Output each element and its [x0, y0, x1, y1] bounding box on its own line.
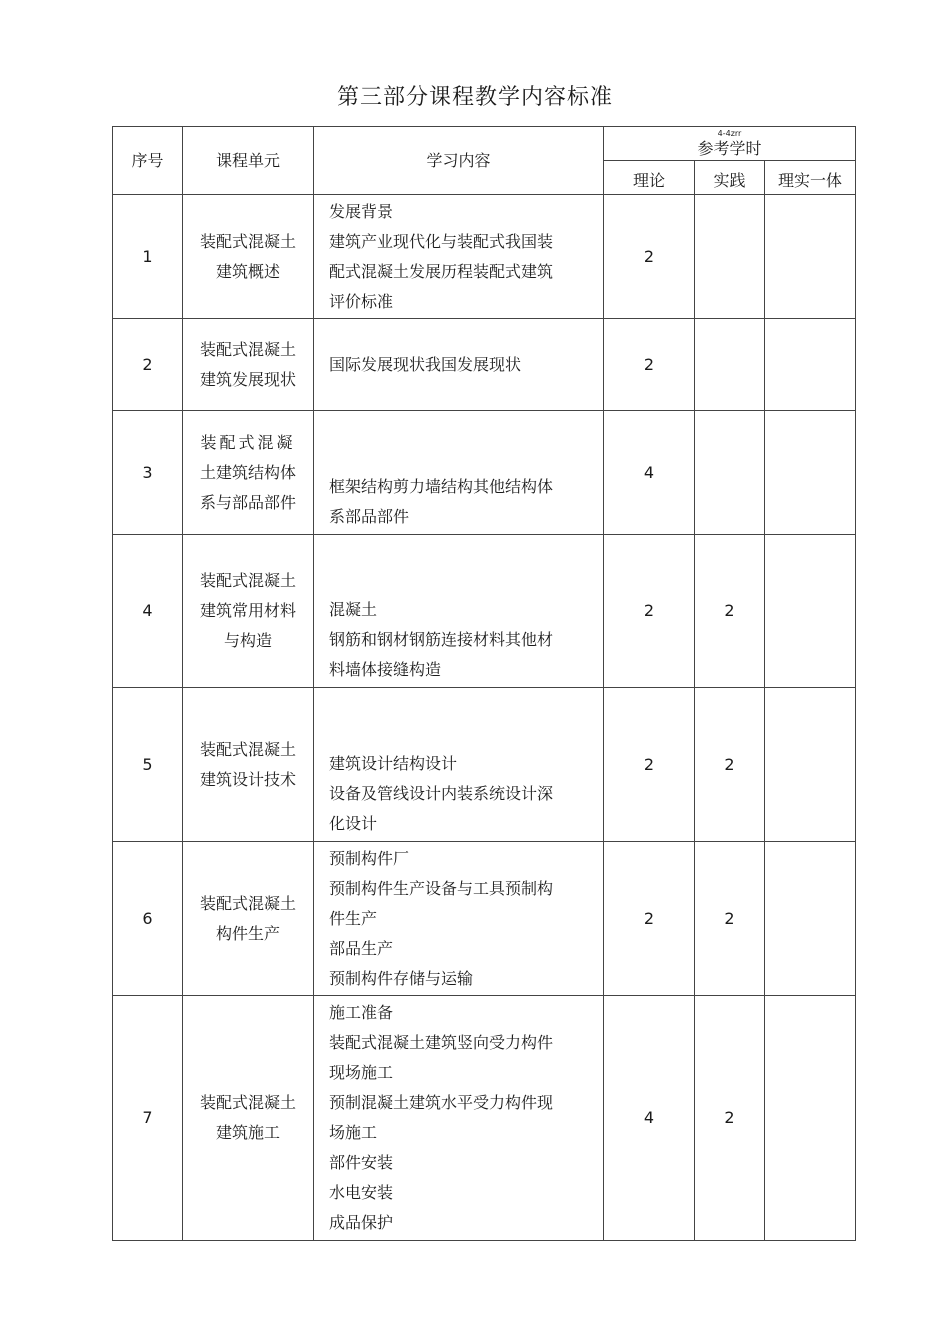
- content-line: 预制构件存储与运输: [329, 968, 474, 988]
- row-unit: [183, 411, 314, 535]
- unit-line: 建筑设计技术: [199, 769, 296, 789]
- row-theory: 2: [604, 842, 695, 996]
- unit-line: 装配式混凝: [200, 432, 296, 452]
- content-line: 部品生产: [329, 938, 394, 958]
- content-line: 成品保护: [329, 1213, 394, 1232]
- row-unit: [183, 688, 314, 842]
- content-line: 现场施工: [329, 1063, 394, 1082]
- content-line: 预制构件生产设备与工具预制构: [329, 878, 554, 898]
- unit-line: 建筑发展现状: [199, 369, 296, 389]
- content-line: 钢筋和钢材钢筋连接材料其他材: [329, 630, 554, 649]
- content-line: 国际发展现状我国发展现状: [329, 354, 522, 374]
- row-practice: 2: [695, 688, 765, 842]
- unit-line: 装配式混凝土: [199, 893, 296, 913]
- row-content: [314, 996, 604, 1241]
- content-line: 配式混凝土发展历程装配式建筑: [329, 261, 554, 281]
- row-integrated: [765, 195, 856, 319]
- table-row: [113, 535, 856, 688]
- row-content: [314, 688, 604, 842]
- content-line: 发展背景: [329, 201, 394, 221]
- unit-line: 构件生产: [215, 923, 280, 943]
- header-seq: 序号: [113, 127, 183, 195]
- content-line: 系部品部件: [329, 507, 410, 526]
- content-line: 件生产: [329, 908, 378, 928]
- row-seq: 5: [113, 688, 183, 842]
- row-integrated: [765, 688, 856, 842]
- content-line: 水电安装: [329, 1183, 394, 1202]
- page-title: 第三部分课程教学内容标准: [336, 85, 613, 110]
- table-row: [113, 411, 856, 535]
- header-content: 学习内容: [314, 127, 604, 195]
- header-practice: 实践: [695, 161, 765, 195]
- header-hours-label: 参考学时: [697, 138, 762, 158]
- unit-line: 土建筑结构体: [199, 462, 296, 482]
- content-line: 施工准备: [329, 1003, 394, 1022]
- unit-line: 装配式混凝土: [199, 231, 296, 251]
- header-unit: 课程单元: [183, 127, 314, 195]
- content-line: 混凝土: [329, 600, 378, 619]
- unit-line: 系与部品部件: [199, 492, 296, 512]
- table-row: [113, 842, 856, 996]
- row-content: [314, 411, 604, 535]
- row-practice: [695, 195, 765, 319]
- row-unit: [183, 842, 314, 996]
- row-content: [314, 842, 604, 996]
- row-practice: [695, 319, 765, 411]
- row-theory: 2: [604, 319, 695, 411]
- unit-line: 装配式混凝土: [199, 1093, 296, 1112]
- unit-line: 与构造: [223, 631, 272, 650]
- row-integrated: [765, 319, 856, 411]
- row-integrated: [765, 996, 856, 1241]
- row-seq: 3: [113, 411, 183, 535]
- row-content: [314, 319, 604, 411]
- content-line: 设备及管线设计内装系统设计深: [329, 784, 554, 803]
- row-integrated: [765, 535, 856, 688]
- row-unit: [183, 195, 314, 319]
- row-unit: [183, 996, 314, 1241]
- row-content: [314, 195, 604, 319]
- row-practice: 2: [695, 535, 765, 688]
- table-row: [113, 996, 856, 1241]
- row-practice: 2: [695, 842, 765, 996]
- row-practice: [695, 411, 765, 535]
- unit-line: 装配式混凝土: [199, 339, 296, 359]
- header-hours-note: 4-4zrr: [717, 128, 742, 138]
- table-header-row: [113, 127, 856, 161]
- row-seq: 4: [113, 535, 183, 688]
- row-seq: 7: [113, 996, 183, 1241]
- content-line: 部件安装: [329, 1153, 394, 1172]
- row-theory: 2: [604, 195, 695, 319]
- row-theory: 4: [604, 411, 695, 535]
- row-seq: 6: [113, 842, 183, 996]
- unit-line: 建筑常用材料: [199, 601, 296, 620]
- content-line: 框架结构剪力墙结构其他结构体: [329, 477, 554, 496]
- row-unit: [183, 319, 314, 411]
- header-hours: [604, 127, 856, 161]
- content-line: 装配式混凝土建筑竖向受力构件: [329, 1033, 554, 1052]
- table-row: [113, 319, 856, 411]
- content-line: 评价标准: [329, 291, 394, 311]
- content-line: 预制构件厂: [329, 848, 410, 868]
- row-theory: 2: [604, 535, 695, 688]
- table-row: [113, 195, 856, 319]
- unit-line: 建筑概述: [215, 261, 280, 281]
- header-integrated: 理实一体: [765, 161, 856, 195]
- content-line: 建筑产业现代化与装配式我国装: [329, 231, 554, 251]
- unit-line: 装配式混凝土: [199, 739, 296, 759]
- row-content: [314, 535, 604, 688]
- row-theory: 2: [604, 688, 695, 842]
- row-seq: 1: [113, 195, 183, 319]
- content-line: 场施工: [329, 1123, 378, 1142]
- row-practice: 2: [695, 996, 765, 1241]
- row-theory: 4: [604, 996, 695, 1241]
- curriculum-table: [112, 126, 856, 1241]
- row-integrated: [765, 411, 856, 535]
- unit-line: 建筑施工: [215, 1123, 280, 1142]
- content-line: 化设计: [329, 814, 378, 833]
- row-integrated: [765, 842, 856, 996]
- row-unit: [183, 535, 314, 688]
- content-line: 料墙体接缝构造: [329, 660, 442, 679]
- row-seq: 2: [113, 319, 183, 411]
- content-line: 建筑设计结构设计: [329, 754, 458, 773]
- header-theory: 理论: [604, 161, 695, 195]
- table-row: [113, 688, 856, 842]
- unit-line: 装配式混凝土: [199, 571, 296, 590]
- content-line: 预制混凝土建筑水平受力构件现: [329, 1093, 554, 1112]
